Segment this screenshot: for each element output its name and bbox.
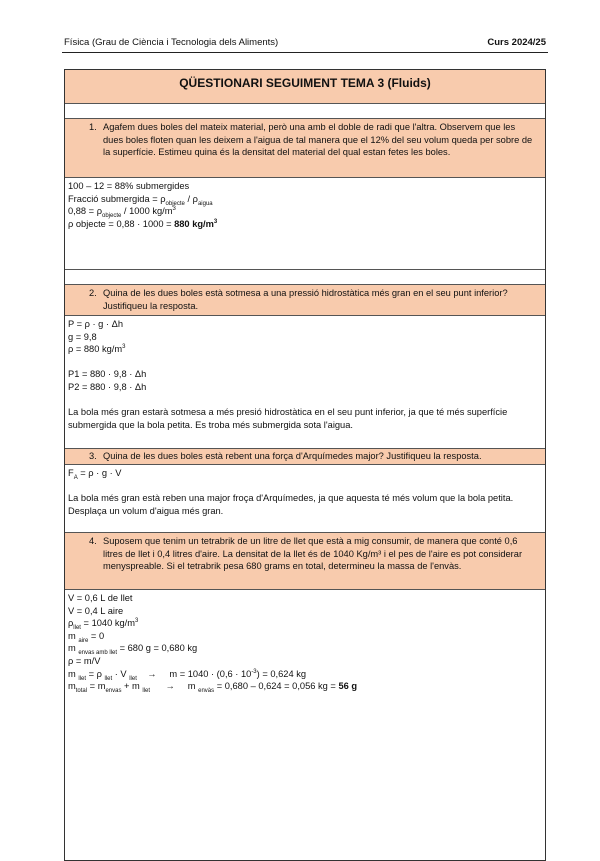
answer-line: ρ = 880 $kg/m^3$ bbox=[68, 344, 126, 355]
page-header bbox=[62, 36, 548, 53]
answer-1 bbox=[65, 178, 545, 270]
answer-line: m $_{aire}$ = 0 bbox=[68, 630, 105, 644]
answer-line: V = 0,4 L aire bbox=[68, 605, 124, 616]
question-text: Quina de les dues boles està rebent una força d'Arquímedes major? Justifiqueu la resposta. bbox=[103, 451, 482, 461]
answer-line: 100 – 12 = 88% submergides bbox=[68, 181, 190, 191]
course-year: Curs 2024/25 bbox=[487, 37, 546, 48]
question-text: Suposem que tenim un tetrabrik de un litre de llet que està a mig consumir, de manera que conté 0,6 litres de llet i 0,4 litres d'aire. La densitat de la llet és de 1040 Kg/m³ i el pes de l'aire es pot considerar menyspreable. Si el tetrabrik pesa 680 grams en total, determineu la massa de l'envàs. bbox=[103, 536, 523, 571]
answer-line: ρ objecte = 0,88 · 1000 = 880 $kg/m^3$ bbox=[68, 218, 218, 229]
question-number: 2. bbox=[89, 288, 97, 298]
answer-2 bbox=[65, 316, 545, 449]
answer-line: ρ = m/V bbox=[68, 655, 101, 666]
questionnaire-table bbox=[64, 69, 546, 861]
question-number: 4. bbox=[89, 536, 97, 546]
answer-line: P = ρ · g · Δh bbox=[68, 319, 123, 329]
spacer-row bbox=[65, 270, 545, 285]
question-number: 3. bbox=[89, 451, 97, 461]
question-1 bbox=[65, 119, 545, 178]
answer-conclusion: La bola més gran estarà sotmesa a més presió hidrostàtica en el seu punt inferior, ja que té més superfície submergida que la bola petita. Es troba més submergida sota l'aigua. bbox=[68, 407, 508, 430]
spacer-row bbox=[65, 104, 545, 119]
answer-line: $F_A = \rho \cdot g \cdot V$ bbox=[68, 468, 122, 481]
answer-4 bbox=[65, 590, 545, 860]
question-2 bbox=[65, 285, 545, 316]
answer-line: $m_{total} = m_{envas} + m$ $_{llet}$ → m $_{envàs}$ = 0,680 – 0,624 = 0,056 kg = 56 g bbox=[68, 681, 358, 695]
answer-line: P2 = 880 · 9,8 · Δh bbox=[68, 381, 147, 392]
question-number: 1. bbox=[89, 122, 97, 132]
page-title: QÜESTIONARI SEGUIMENT TEMA 3 (Fluids) bbox=[65, 70, 545, 104]
course-name: Física (Grau de Ciència i Tecnologia dels Aliments) bbox=[64, 37, 279, 48]
question-text: Agafem dues boles del mateix material, però una amb el doble de radi que l'altra. Observem que les dues boles floten quan les deixem a l'aigua de tal manera que el 12% del seu volum queda per sobre de la superfície. Estimeu quina és la densitat del material del qual estan fetes les boles. bbox=[103, 122, 533, 157]
answer-line: m $_{llet}$ = ρ $_{llet}$ · V $_{llet}$ → $m = 1040 \cdot (0,6 \cdot 10^{-3}) = 0,624$ kg bbox=[68, 668, 307, 682]
answer-conclusion: La bola més gran està reben una major froça d'Arquímedes, ja que aquesta té més volum que la bola petita. Desplaça un volum d'aigua més gran. bbox=[68, 493, 514, 516]
answer-line: m $_{envas amb llet}$ = 680 g = 0,680 kg bbox=[68, 643, 198, 657]
answer-line: P1 = 880 · 9,8 · Δh bbox=[68, 369, 147, 380]
answer-line: Fracció submergida = $\rho_{objecte} / \rho_{aigua}$ bbox=[68, 193, 213, 207]
answer-line: $\rho_{llet} = 1040$ $kg/m^3$ bbox=[68, 618, 139, 632]
question-4 bbox=[65, 533, 545, 590]
answer-line: $0,88 = \rho_{objecte} / 1000$ $kg/m^3$ bbox=[68, 206, 176, 220]
answer-line: g = 9,8 bbox=[68, 331, 97, 342]
answer-3 bbox=[65, 465, 545, 533]
answer-line: V = 0,6 L de llet bbox=[68, 593, 133, 603]
question-3 bbox=[65, 449, 545, 465]
question-text: Quina de les dues boles està sotmesa a una pressió hidrostàtica més gran en el seu punt inferior? Justifiqueu la resposta. bbox=[103, 288, 508, 311]
